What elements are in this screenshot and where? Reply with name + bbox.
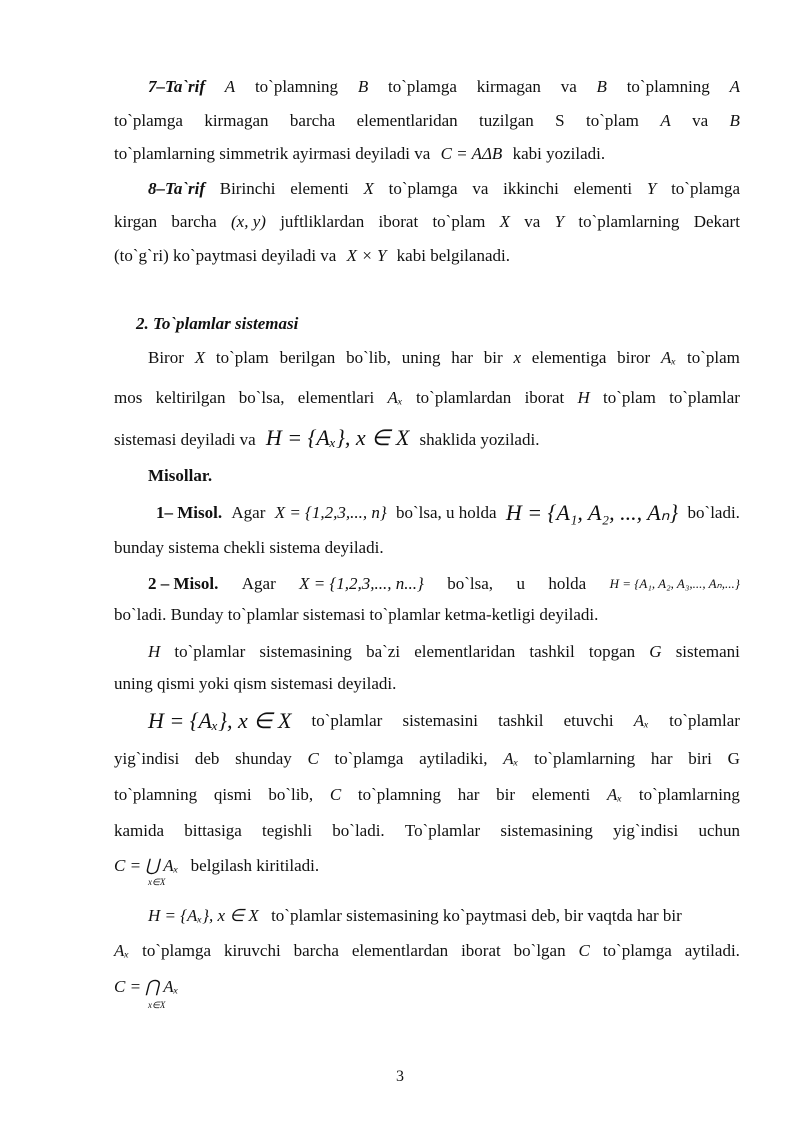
intersection-index: x∈X — [148, 1000, 166, 1010]
def7-line-2: to`plamga kirmagan barcha elementlaridan tuzilgan S to`plam A va B — [114, 111, 740, 130]
p4-line-2: Aₓ to`plamga kiruvchi barcha elementlardan iborat bo`lgan C to`plamga aytiladi. — [114, 941, 740, 960]
examples-heading: Misollar. — [148, 466, 213, 485]
def7-line-1: 7–Ta`rif A to`plamning B to`plamga kirmagan va B to`plamning A — [148, 77, 740, 96]
p2-line-1: H to`plamlar sistemasining ba`zi elementlaridan tashkil topgan G sistemani — [148, 642, 740, 661]
product-system-formula: H = {Aₓ}, x ∈ X — [148, 906, 259, 925]
p3-line-1: H = {Aₓ}, x ∈ X to`plamlar sistemasini tashkil etuvchi Aₓ to`plamlar — [148, 708, 740, 733]
p4-line-1: H = {Aₓ}, x ∈ X to`plamlar sistemasining ko`paytmasi deb, bir vaqtda har bir — [148, 906, 682, 925]
p3-line-3: to`plamning qismi bo`lib, C to`plamning har bir elementi Aₓ to`plamlarning — [114, 785, 740, 804]
intersection-formula: C = ⋂ Aₓ — [114, 977, 179, 996]
example-2-line-1: 2 – Misol. Agar X = {1,2,3,..., n...} bo`lsa, u holda H = {A₁, A₂, A₃,..., Aₙ,...} — [148, 574, 740, 593]
def8-label: 8–Ta`rif — [148, 179, 205, 198]
union-index: x∈X — [148, 877, 166, 887]
example-1-label: 1– Misol. — [156, 503, 223, 522]
p1-line-1: Biror X to`plam berilgan bo`lib, uning har bir x elementiga biror Aₓ to`plam — [148, 348, 740, 367]
union-formula: C = ⋃ Aₓ — [114, 856, 179, 875]
example-2-label: 2 – Misol. — [148, 574, 219, 593]
section-heading: 2. To`plamlar sistemasi — [136, 314, 299, 333]
def8-line-3: (to`g`ri) ko`paytmasi deyiladi va X × Y kabi belgilanadi. — [114, 246, 510, 265]
def8-line-2: kirgan barcha (x, y) juftliklardan iborat to`plam X va Y to`plamlarning Dekart — [114, 212, 740, 231]
example-2-set: X = {1,2,3,..., n...} — [299, 574, 424, 593]
symmetric-difference-formula: C = AΔB — [440, 144, 503, 163]
example-1-line-2: bunday sistema chekli sistema deyiladi. — [114, 538, 384, 557]
example-2-line-2: bo`ladi. Bunday to`plamlar sistemasi to`plamlar ketma-ketligi deyiladi. — [114, 605, 599, 624]
example-1-line-1: 1– Misol. Agar X = {1,2,3,..., n} bo`lsa, u holda H = {A₁, A₂, ..., Aₙ} bo`ladi. — [156, 500, 740, 525]
p2-line-2: uning qismi yoki qism sistemasi deyiladi. — [114, 674, 397, 693]
page-number: 3 — [396, 1068, 404, 1085]
def7-label: 7–Ta`rif — [148, 77, 205, 96]
p3-line-4: kamida bittasiga tegishli bo`ladi. To`plamlar sistemasining yig`indisi uchun — [114, 821, 740, 840]
p1-line-3: sistemasi deyiladi va H = {Aₓ}, x ∈ X shaklida yoziladi. — [114, 425, 540, 450]
example-1-result: H = {A₁, A₂, ..., Aₙ} — [505, 500, 679, 525]
p3-line-5: C = ⋃ Aₓ belgilash kiritiladi. — [114, 856, 320, 875]
p4-line-3 — [114, 976, 178, 998]
def8-line-1: 8–Ta`rif Birinchi elementi X to`plamga va ikkinchi elementi Y to`plamga — [148, 179, 740, 198]
p3-line-2: yig`indisi deb shunday C to`plamga aytiladiki, Aₓ to`plamlarning har biri G — [114, 749, 740, 768]
p1-line-2: mos keltirilgan bo`lsa, elementlari Aₓ to`plamlardan iborat H to`plam to`plamlar — [114, 388, 740, 407]
def7-line-3: to`plamlarning simmetrik ayirmasi deyiladi va C = AΔB kabi yoziladi. — [114, 144, 606, 163]
example-2-result: H = {A₁, A₂, A₃,..., Aₙ,...} — [609, 576, 740, 591]
system-formula: H = {Aₓ}, x ∈ X — [265, 425, 410, 450]
cartesian-product-formula: X × Y — [346, 246, 387, 265]
example-1-set: X = {1,2,3,..., n} — [274, 503, 387, 522]
